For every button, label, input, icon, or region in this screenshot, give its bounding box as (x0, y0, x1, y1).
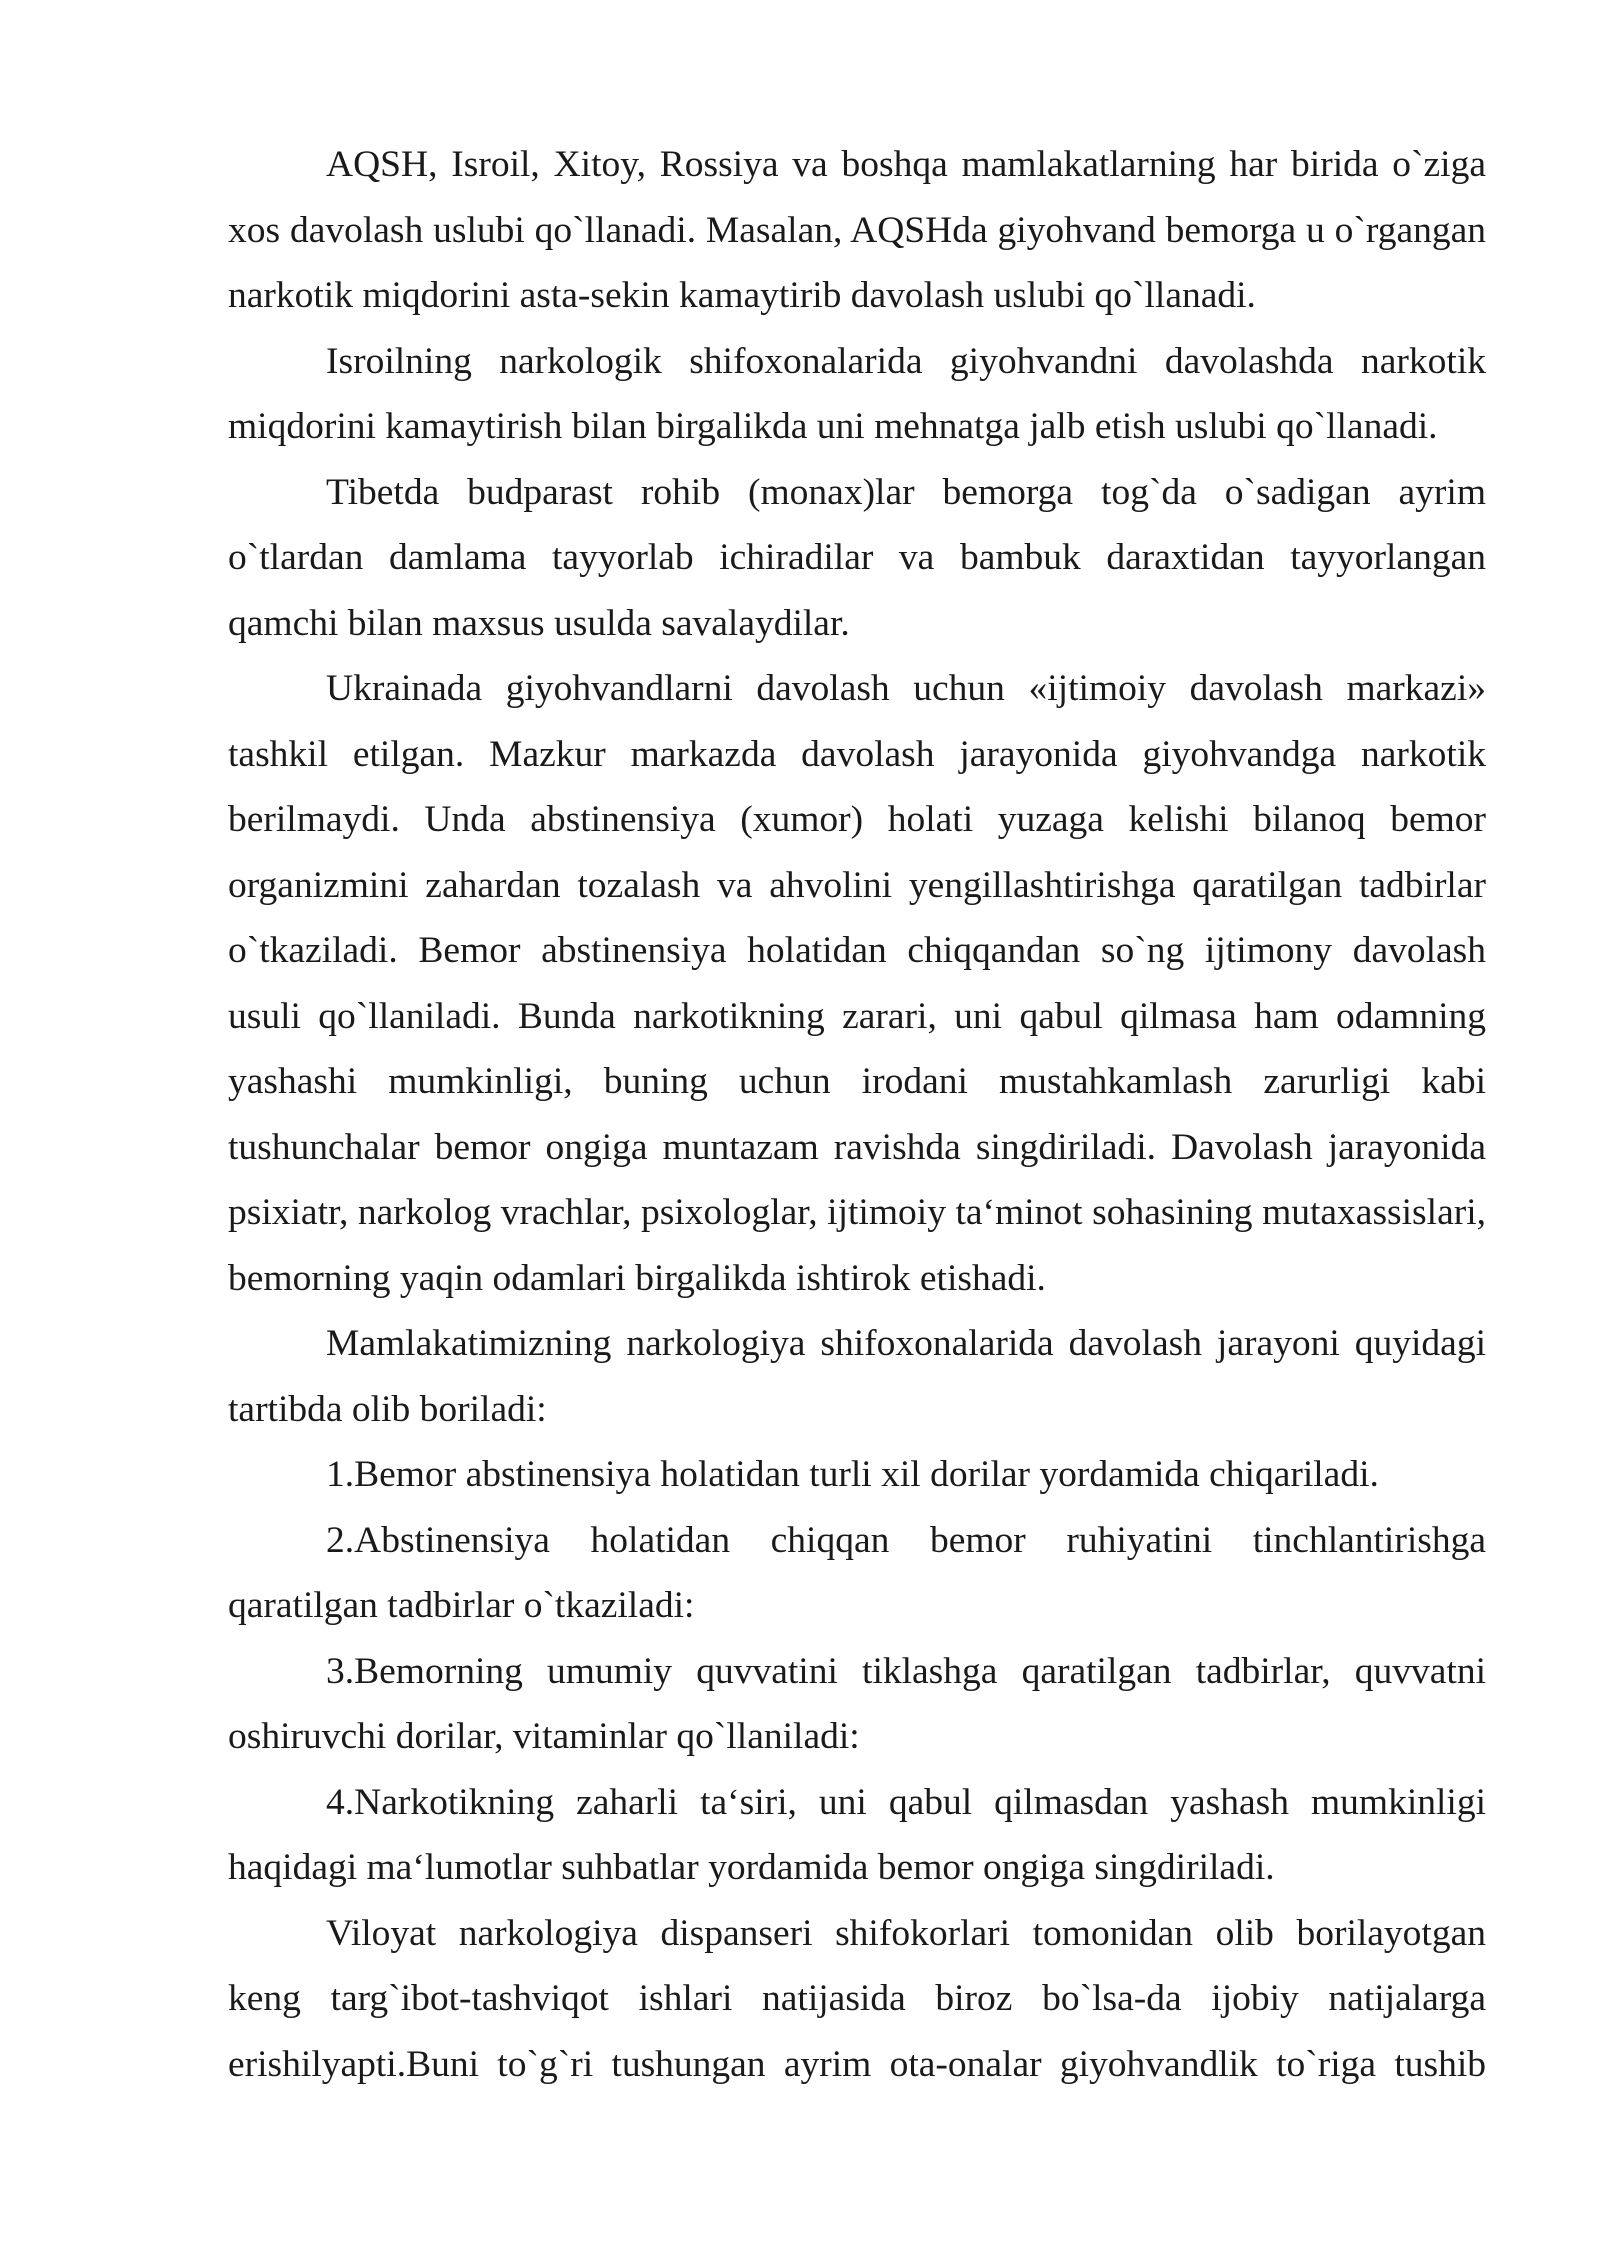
paragraph-regional-dispensary: Viloyat narkologiya dispanseri shifokorlari tomonidan olib borilayotgan keng targ`ibot-tashviqot ishlari natijasida biroz bo`lsa-da ijobiy natijalarga erishilyapti.Buni to`g`ri tushungan ayrim ota-onalar giyohvandlik to`riga tushib (228, 1912, 1486, 2085)
paragraph-tibet: Tibetda budparast rohib (monax)lar bemorga tog`da o`sadigan ayrim o`tlardan damlama tayyorlab ichiradilar va bambuk daraxtidan tayyorlangan qamchi bilan maxsus usulda savalaydilar. (228, 471, 1486, 644)
paragraph-ukraine: Ukrainada giyohvandlarni davolash uchun «ijtimoiy davolash markazi» tashkil etilgan. Mazkur markazda davolash jarayonida giyohvandga narkotik berilmaydi. Unda abstinensiya (xumor) holati yuzaga kelishi bilanoq bemor organizmini zahardan tozalash va ahvolini yengillashtirishga qaratilgan tadbirlar o`tkaziladi. Bemor abstinensiya holatidan chiqqandan so`ng ijtimony davolash usuli qo`llaniladi. Bunda narkotikning zarari, uni qabul qilmasa ham odamning yashashi mumkinligi, buning uchun irodani mustahkamlash zarurligi kabi tushunchalar bemor ongiga muntazam ravishda singdiriladi. Davolash jarayonida psixiatr, narkolog vrachlar, psixologlar, ijtimoiy ta‘minot sohasining mutaxassislari, bemorning yaqin odamlari birgalikda ishtirok etishadi. (228, 668, 1486, 1299)
document-page (228, 132, 1486, 2097)
list-item-3: 3.Bemorning umumiy quvvatini tiklashga qaratilgan tadbirlar, quvvatni oshiruvchi dorilar, vitaminlar qo`llaniladi: (228, 1650, 1486, 1757)
paragraph-israel: Isroilning narkologik shifoxonalarida giyohvandni davolashda narkotik miqdorini kamaytirish bilan birgalikda uni mehnatga jalb etish uslubi qo`llanadi. (228, 340, 1486, 447)
list-item-2: 2.Abstinensiya holatidan chiqqan bemor ruhiyatini tinchlantirishga qaratilgan tadbirlar o`tkaziladi: (228, 1519, 1486, 1626)
list-item-1: 1.Bemor abstinensiya holatidan turli xil dorilar yordamida chiqariladi. (326, 1454, 1379, 1495)
paragraph-treatment-methods-by-country: AQSH, Isroil, Xitoy, Rossiya va boshqa mamlakatlarning har birida o`ziga xos davolash uslubi qo`llanadi. Masalan, AQSHda giyohvand bemorga u o`rgangan narkotik miqdorini asta-sekin kamaytirib davolash uslubi qo`llanadi. (228, 144, 1486, 316)
paragraph-uzbekistan-intro: Mamlakatimizning narkologiya shifoxonalarida davolash jarayoni quyidagi tartibda olib boriladi: (228, 1323, 1486, 1430)
list-item-4: 4.Narkotikning zaharli ta‘siri, uni qabul qilmasdan yashash mumkinligi haqidagi ma‘lumotlar suhbatlar yordamida bemor ongiga singdiriladi. (228, 1781, 1486, 1888)
